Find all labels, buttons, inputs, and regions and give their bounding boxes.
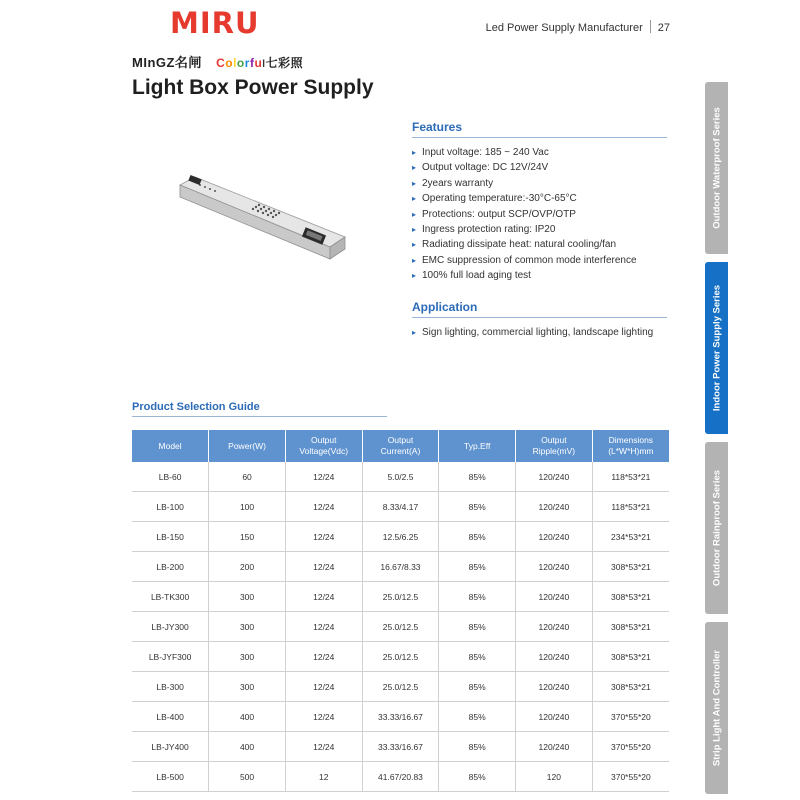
application-title: Application — [412, 300, 667, 318]
colorful-letter: u — [254, 56, 263, 70]
table-cell: 12.5/6.25 — [362, 522, 439, 552]
manufacturer-label: Led Power Supply Manufacturer — [485, 22, 643, 34]
table-cell: 12/24 — [285, 702, 362, 732]
table-cell: 400 — [209, 702, 286, 732]
colorful-letter: l — [262, 59, 266, 70]
table-cell: LB-JY400 — [132, 732, 209, 762]
page-title: Light Box Power Supply — [132, 76, 374, 99]
table-cell: 370*55*20 — [592, 732, 669, 762]
features-section — [412, 120, 667, 284]
tab-indoor-power-supply[interactable]: Indoor Power Supply Series — [705, 262, 728, 434]
table-cell: 120/240 — [516, 612, 593, 642]
table-cell: 85% — [439, 522, 516, 552]
table-cell: 12/24 — [285, 552, 362, 582]
table-cell: 308*53*21 — [592, 612, 669, 642]
table-cell: LB-200 — [132, 552, 209, 582]
tab-strip-light-controller[interactable]: Strip Light And Controller — [705, 622, 728, 794]
colorful-letter: r — [244, 56, 250, 70]
selection-guide-title: Product Selection Guide — [132, 401, 387, 417]
table-cell: 120/240 — [516, 492, 593, 522]
table-row — [132, 642, 669, 672]
feature-item: ▸ EMC suppression of common mode interference — [412, 253, 667, 268]
table-cell: LB-60 — [132, 462, 209, 492]
table-cell: 118*53*21 — [592, 492, 669, 522]
table-cell: 12/24 — [285, 672, 362, 702]
table-cell: 33.33/16.67 — [362, 702, 439, 732]
table-cell: LB-JYF300 — [132, 642, 209, 672]
colorful-letter: o — [236, 56, 245, 70]
table-row — [132, 732, 669, 762]
table-cell: 308*53*21 — [592, 582, 669, 612]
feature-item: ▸ Output voltage: DC 12V/24V — [412, 160, 667, 175]
table-row — [132, 492, 669, 522]
table-cell: 120/240 — [516, 702, 593, 732]
table-cell: 12 — [285, 762, 362, 792]
table-cell: LB-TK300 — [132, 582, 209, 612]
table-cell: 308*53*21 — [592, 642, 669, 672]
table-cell: 85% — [439, 492, 516, 522]
features-list — [412, 145, 667, 284]
table-cell: 5.0/2.5 — [362, 462, 439, 492]
col-dimensions: Dimensions (L*W*H)mm — [592, 430, 669, 462]
table-cell: 150 — [209, 522, 286, 552]
table-cell: 8.33/4.17 — [362, 492, 439, 522]
table-cell: 118*53*21 — [592, 462, 669, 492]
table-cell: 25.0/12.5 — [362, 642, 439, 672]
table-cell: 33.33/16.67 — [362, 732, 439, 762]
table-cell: 400 — [209, 732, 286, 762]
table-cell: 370*55*20 — [592, 762, 669, 792]
table-cell: LB-JY300 — [132, 612, 209, 642]
table-cell: 85% — [439, 552, 516, 582]
tab-outdoor-waterproof[interactable]: Outdoor Waterproof Series — [705, 82, 728, 254]
table-cell: 300 — [209, 612, 286, 642]
table-row — [132, 672, 669, 702]
table-cell: 300 — [209, 672, 286, 702]
table-cell: 100 — [209, 492, 286, 522]
table-cell: 85% — [439, 762, 516, 792]
table-cell: LB-400 — [132, 702, 209, 732]
table-cell: 85% — [439, 642, 516, 672]
table-row — [132, 522, 669, 552]
col-ripple: Output Ripple(mV) — [516, 430, 593, 462]
table-cell: 12/24 — [285, 642, 362, 672]
application-list — [412, 325, 667, 340]
table-cell: 300 — [209, 582, 286, 612]
table-cell: 308*53*21 — [592, 552, 669, 582]
feature-item: ▸ 100% full load aging test — [412, 268, 667, 283]
col-model: Model — [132, 430, 209, 462]
table-row — [132, 582, 669, 612]
table-cell: LB-100 — [132, 492, 209, 522]
feature-item: ▸ Input voltage: 185 ~ 240 Vac — [412, 145, 667, 160]
feature-item: ▸ Ingress protection rating: IP20 — [412, 222, 667, 237]
brand-logo: MIRU — [170, 6, 260, 40]
page-number: 27 — [657, 22, 670, 34]
feature-item: ▸ 2years warranty — [412, 176, 667, 191]
colorful-letter: l — [233, 56, 237, 70]
table-cell: 85% — [439, 462, 516, 492]
feature-item: ▸ Protections: output SCP/OVP/OTP — [412, 207, 667, 222]
table-cell: 300 — [209, 642, 286, 672]
table-cell: 12/24 — [285, 582, 362, 612]
application-section — [412, 300, 667, 340]
table-cell: 12/24 — [285, 492, 362, 522]
table-cell: 85% — [439, 612, 516, 642]
features-title: Features — [412, 120, 667, 138]
table-row — [132, 552, 669, 582]
table-cell: 85% — [439, 732, 516, 762]
table-cell: 120/240 — [516, 462, 593, 492]
table-row — [132, 462, 669, 492]
table-cell: 120/240 — [516, 642, 593, 672]
table-cell: 12/24 — [285, 522, 362, 552]
colorful-brand — [216, 56, 303, 70]
table-cell: 25.0/12.5 — [362, 582, 439, 612]
mingz-brand: MInGZ名闸 — [132, 55, 202, 70]
table-cell: 234*53*21 — [592, 522, 669, 552]
table-cell: 120/240 — [516, 672, 593, 702]
colorful-cn: 七彩照 — [265, 56, 304, 70]
table-cell: 308*53*21 — [592, 672, 669, 702]
table-cell: 12/24 — [285, 612, 362, 642]
table-cell: LB-500 — [132, 762, 209, 792]
table-cell: 41.67/20.83 — [362, 762, 439, 792]
table-cell: 500 — [209, 762, 286, 792]
table-cell: 85% — [439, 702, 516, 732]
col-power: Power(W) — [209, 430, 286, 462]
table-cell: 85% — [439, 582, 516, 612]
table-cell: 12/24 — [285, 462, 362, 492]
page-header — [486, 20, 670, 34]
col-efficiency: Typ.Eff — [439, 430, 516, 462]
table-cell: LB-300 — [132, 672, 209, 702]
table-row — [132, 612, 669, 642]
col-voltage: Output Voltage(Vdc) — [285, 430, 362, 462]
table-cell: 120/240 — [516, 732, 593, 762]
tab-outdoor-rainproof[interactable]: Outdoor Rainproof Series — [705, 442, 728, 614]
table-cell: 16.67/8.33 — [362, 552, 439, 582]
table-row — [132, 702, 669, 732]
header-divider — [650, 20, 651, 33]
table-cell: 370*55*20 — [592, 702, 669, 732]
table-header-row — [132, 430, 669, 462]
application-item: ▸ Sign lighting, commercial lighting, landscape lighting — [412, 325, 667, 340]
table-cell: 85% — [439, 672, 516, 702]
feature-item: ▸ Operating temperature:-30°C-65°C — [412, 191, 667, 206]
table-cell: 60 — [209, 462, 286, 492]
feature-item: ▸ Radiating dissipate heat: natural cooling/fan — [412, 237, 667, 252]
table-cell: 12/24 — [285, 732, 362, 762]
table-cell: 200 — [209, 552, 286, 582]
colorful-letter: C — [216, 56, 226, 70]
table-cell: LB-150 — [132, 522, 209, 552]
table-cell: 120/240 — [516, 522, 593, 552]
power-supply-image — [175, 165, 350, 265]
selection-table — [132, 430, 669, 792]
table-cell: 120/240 — [516, 552, 593, 582]
table-cell: 25.0/12.5 — [362, 612, 439, 642]
brand-row — [132, 52, 303, 71]
colorful-letter: f — [249, 56, 255, 70]
table-cell: 120 — [516, 762, 593, 792]
col-current: Output Current(A) — [362, 430, 439, 462]
colorful-letter: o — [225, 56, 234, 70]
table-cell: 25.0/12.5 — [362, 672, 439, 702]
table-cell: 120/240 — [516, 582, 593, 612]
table-row — [132, 762, 669, 792]
